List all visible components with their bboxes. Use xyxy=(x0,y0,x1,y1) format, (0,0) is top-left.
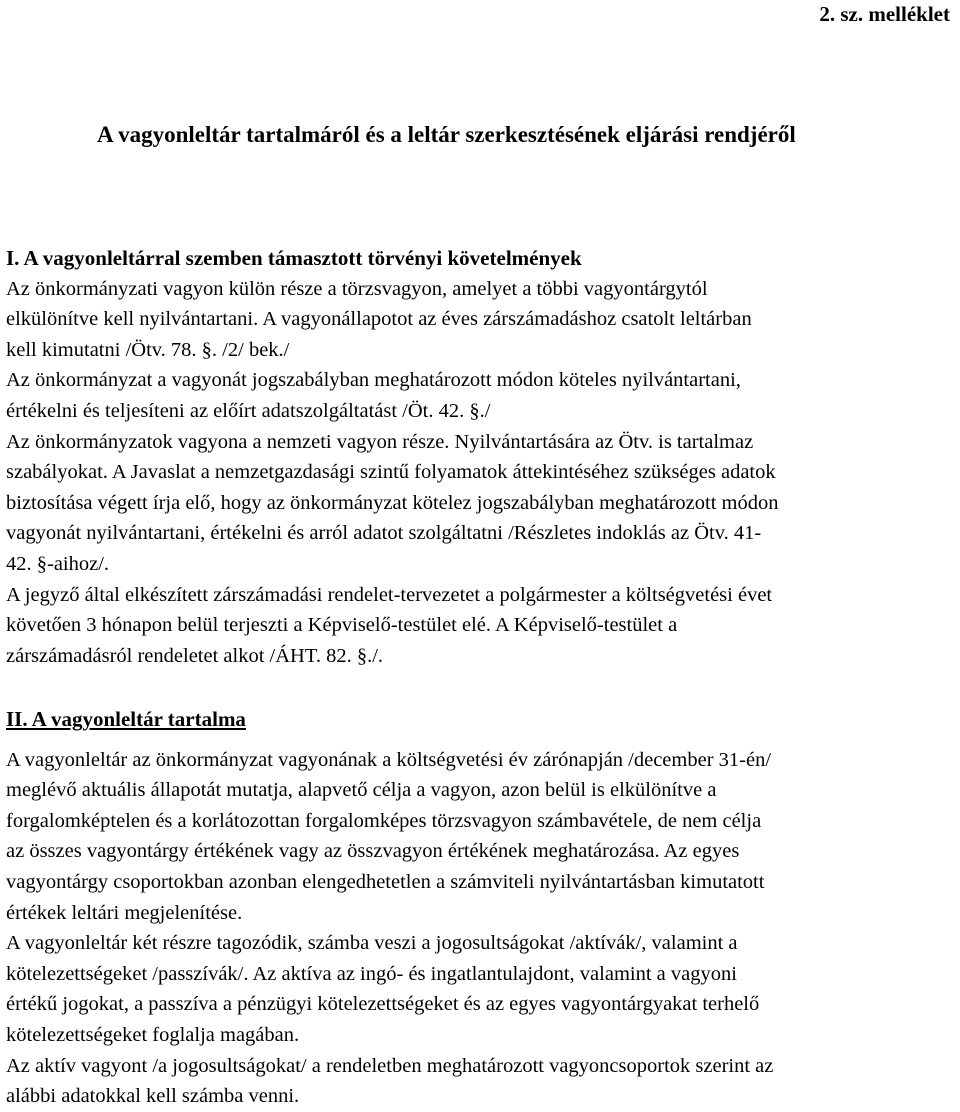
section-1-line: Az önkormányzati vagyon külön része a törzsvagyon, amelyet a többi vagyontárgytól xyxy=(6,277,708,300)
section-1-line: A jegyző által elkészített zárszámadási rendelet-tervezetet a polgármester a költségvetési évet xyxy=(6,583,773,606)
section-2-line: forgalomképtelen és a korlátozottan forgalomképes törzsvagyon számbavétele, de nem célja xyxy=(6,809,762,832)
annex-label: 2. sz. melléklet xyxy=(819,2,950,26)
section-2-line: meglévő aktuális állapotát mutatja, alapvető célja a vagyon, azon belül is elkülönítve a xyxy=(6,779,717,802)
section-1 xyxy=(6,243,954,671)
section-1-line: zárszámadásról rendeletet alkot /ÁHT. 82. §./. xyxy=(6,644,384,667)
section-2 xyxy=(6,704,954,1112)
section-2-heading: II. A vagyonleltár tartalma xyxy=(6,707,246,731)
section-2-line: vagyontárgy csoportokban azonban elengedhetetlen a számviteli nyilvántartásban kimutatott xyxy=(6,870,765,893)
section-1-line: Az önkormányzat a vagyonát jogszabályban meghatározott módon köteles nyilvántartani, xyxy=(6,369,741,392)
document-title: A vagyonleltár tartalmáról és a leltár szerkesztésének eljárási rendjéről xyxy=(97,122,796,147)
section-2-line: kötelezettségeket foglalja magában. xyxy=(6,1023,300,1046)
section-2-line: értékű jogokat, a passzíva a pénzügyi kötelezettségeket és az egyes vagyontárgyakat terhelő xyxy=(6,993,760,1016)
section-2-line: Az aktív vagyont /a jogosultságokat/ a rendeletben meghatározott vagyoncsoportok szerint az xyxy=(6,1054,774,1077)
section-1-line: elkülönítve kell nyilvántartani. A vagyonállapotot az éves zárszámadáshoz csatolt leltárban xyxy=(6,308,752,331)
section-2-line: A vagyonleltár az önkormányzat vagyonának a költségvetési év zárónapján /december 31-én/ xyxy=(6,748,772,771)
section-1-line: vagyonát nyilvántartani, értékelni és arról adatot szolgáltatni /Részletes indoklás az Ötv. 41- xyxy=(6,522,762,545)
section-2-line: az összes vagyontárgy értékének vagy az összvagyon értékének meghatározása. Az egyes xyxy=(6,840,740,863)
section-2-line: kötelezettségeket /passzívák/. Az aktíva az ingó- és ingatlantulajdont, valamint a vagyoni xyxy=(6,962,737,985)
section-1-heading: I. A vagyonleltárral szemben támasztott törvényi követelmények xyxy=(6,246,582,270)
section-1-line: Az önkormányzatok vagyona a nemzeti vagyon része. Nyilvántartására az Ötv. is tartalmaz xyxy=(6,430,754,453)
heading-spacer xyxy=(6,735,954,745)
section-1-line: követően 3 hónapon belül terjeszti a Képviselő-testület elé. A Képviselő-testület a xyxy=(6,614,678,637)
section-1-line: 42. §-aihoz/. xyxy=(6,552,110,575)
section-1-line: értékelni és teljesíteni az előírt adatszolgáltatást /Öt. 42. §./ xyxy=(6,399,491,422)
section-1-line: kell kimutatni /Ötv. 78. §. /2/ bek./ xyxy=(6,338,290,361)
section-2-line: A vagyonleltár két részre tagozódik, számba veszi a jogosultságokat /aktívák/, valamint a xyxy=(6,932,738,955)
section-2-line: alábbi adatokkal kell számba venni. xyxy=(6,1085,300,1108)
section-1-line: biztosítása végett írja elő, hogy az önkormányzat kötelez jogszabályban meghatározott módon xyxy=(6,491,779,514)
section-2-line: értékek leltári megjelenítése. xyxy=(6,901,243,924)
section-1-line: szabályokat. A Javaslat a nemzetgazdasági szintű folyamatok áttekintéséhez szükséges adatok xyxy=(6,461,776,484)
